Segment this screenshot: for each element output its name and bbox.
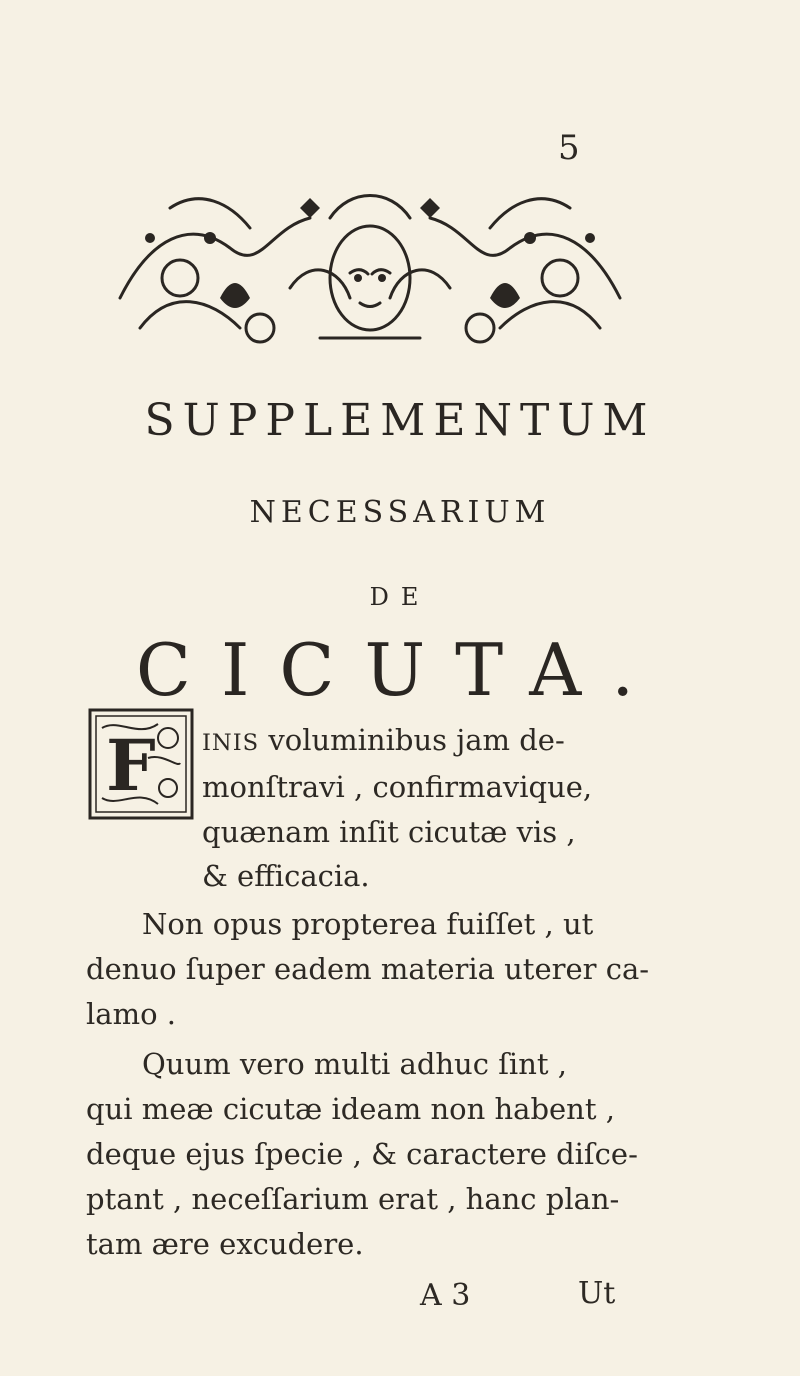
- body-line: ptant , neceſſarium erat , hanc plan-: [86, 1182, 620, 1216]
- title-line-cicuta: CICUTA.: [135, 628, 665, 712]
- body-line: & efficacia.: [202, 859, 370, 893]
- body-line: deque ejus ſpecie , & caractere diſce-: [86, 1137, 638, 1171]
- body-line: Quum vero multi adhuc ſint ,: [142, 1047, 567, 1081]
- body-line: lamo .: [86, 997, 176, 1031]
- body-line: Non opus propterea fuiſſet , ut: [142, 907, 594, 941]
- title-line-supplementum: SUPPLEMENTUM: [144, 395, 656, 446]
- svg-text:F: F: [106, 724, 156, 807]
- signature-mark: A 3: [420, 1278, 471, 1313]
- catchword: Ut: [578, 1276, 616, 1311]
- title-line-de: DE: [369, 583, 431, 611]
- page-number: 5: [558, 128, 580, 168]
- body-line: quænam inſit cicutæ vis ,: [202, 815, 576, 849]
- ornamental-headpiece-icon: [110, 178, 630, 358]
- body-line: qui meæ cicutæ ideam non habent ,: [86, 1092, 615, 1126]
- decorated-initial-icon: [88, 708, 194, 820]
- body-line: tam ære excudere.: [86, 1227, 364, 1261]
- body-line: denuo ſuper eadem materia uterer ca-: [86, 952, 650, 986]
- title-line-necessarium: NECESSARIUM: [249, 495, 551, 530]
- body-line: monſtravi , confirmavique,: [202, 770, 593, 804]
- body-line: INIS voluminibus jam de-: [202, 723, 565, 757]
